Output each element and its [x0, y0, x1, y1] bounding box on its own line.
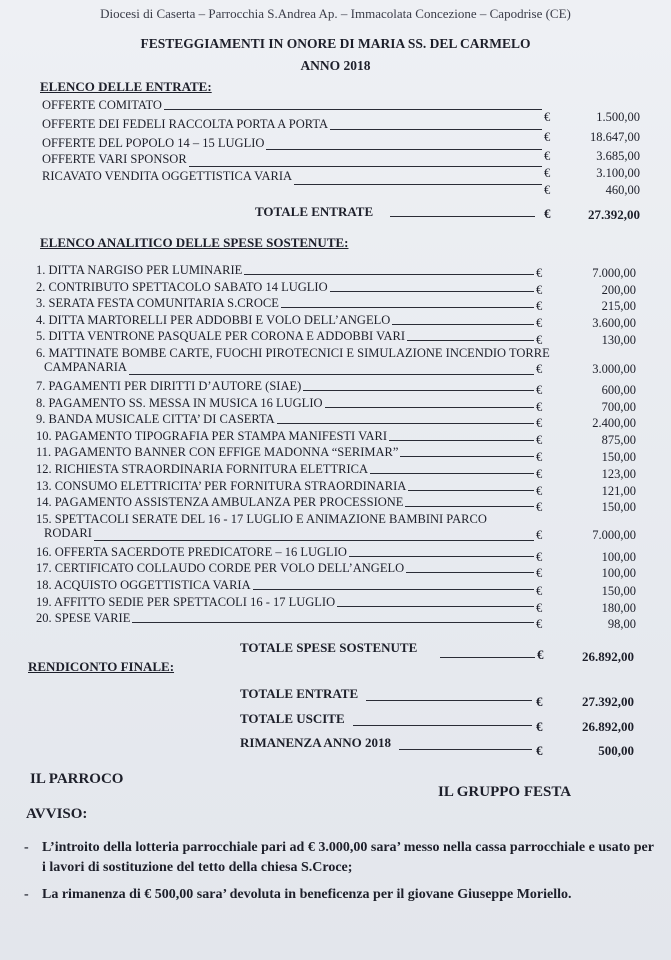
expenses-total-line [440, 657, 535, 658]
expense-row-currency: € [536, 282, 543, 297]
expense-row-label: 11. PAGAMENTO BANNER CON EFFIGE MADONNA “SERIMAR” [36, 445, 399, 460]
expense-row [36, 296, 636, 312]
expense-row [36, 329, 636, 348]
expense-row [36, 445, 636, 465]
final-row-leader-line [399, 749, 532, 750]
expense-row-amount: 130,00 [601, 333, 636, 348]
expense-row-amount: 3.600,00 [592, 315, 636, 330]
expense-row-label: 7. PAGAMENTI PER DIRITTI D’AUTORE (SIAE) [36, 379, 302, 393]
income-row-leader-line [189, 166, 542, 167]
income-total-currency: € [544, 206, 551, 221]
signature-parroco: IL PARROCO [30, 771, 124, 787]
expense-row-currency: € [536, 467, 543, 481]
income-row-label: OFFERTE DEI FEDELI RACCOLTA PORTA A PORTA [42, 117, 328, 131]
expense-row-currency: € [536, 362, 543, 376]
final-row-amount: 26.892,00 [582, 719, 634, 734]
income-row-label: OFFERTE VARI SPONSOR [42, 152, 187, 166]
expense-row-leader-line [281, 307, 534, 308]
expense-row-leader-line [406, 572, 534, 573]
expense-row [36, 313, 636, 329]
final-row-currency: € [536, 719, 543, 734]
final-row-label: TOTALE USCITE [240, 711, 345, 726]
expense-row-leader-line [94, 540, 534, 541]
expense-row-label: 16. OFFERTA SACERDOTE PREDICATORE – 16 LUGLIO [36, 544, 347, 559]
expense-row-amount: 121,00 [601, 483, 636, 498]
expense-row-currency: € [536, 549, 543, 564]
expense-row-leader-line [370, 473, 534, 474]
signature-gruppo-festa: IL GRUPPO FESTA [438, 784, 572, 800]
expense-row-amount: 150,00 [601, 584, 636, 598]
expense-row-currency: € [536, 527, 543, 542]
final-heading: RENDICONTO FINALE: [28, 659, 175, 674]
expense-row-leader-line [407, 340, 534, 341]
final-row-amount: 27.392,00 [582, 694, 634, 709]
expense-row-label: 2. CONTRIBUTO SPETTACOLO SABATO 14 LUGLIO [36, 279, 328, 294]
expense-row-label: 20. SPESE VARIE [36, 611, 131, 626]
income-row-currency: € [544, 183, 551, 197]
expense-row-leader-line [408, 490, 534, 491]
expense-row-leader-line [349, 556, 534, 557]
income-row-amount: 460,00 [605, 183, 640, 197]
expense-row-leader-line [400, 456, 534, 457]
income-row-label: OFFERTE COMITATO [42, 98, 162, 112]
expense-row [36, 346, 636, 378]
final-row [240, 711, 634, 734]
income-row-currency: € [544, 166, 551, 180]
expense-row-currency: € [536, 600, 543, 615]
income-row-amount: 3.100,00 [596, 166, 640, 180]
income-row [42, 169, 640, 197]
expense-row-leader-line [330, 291, 534, 292]
expense-row-amount: 875,00 [601, 432, 636, 447]
final-row-amount: 500,00 [598, 743, 634, 758]
expense-row-label: 14. PAGAMENTO ASSISTENZA AMBULANZA PER PROCESSIONE [36, 495, 404, 510]
income-row-currency: € [544, 149, 551, 163]
expense-row [36, 379, 636, 395]
income-row-leader-line [294, 184, 542, 185]
income-row-leader-line [266, 149, 542, 150]
expense-row-currency: € [536, 399, 543, 414]
expense-row-leader-line [405, 506, 534, 507]
expenses-total-currency: € [537, 647, 544, 662]
expense-row-label: 5. DITTA VENTRONE PASQUALE PER CORONA E ADDOBBI VARI [36, 329, 406, 344]
expense-row-label: 10. PAGAMENTO TIPOGRAFIA PER STAMPA MANIFESTI VARI [36, 428, 388, 443]
notice-bullet: - [24, 887, 29, 902]
expense-row [36, 561, 636, 581]
income-row-amount: 18.647,00 [590, 130, 640, 144]
expenses-total-amount: 26.892,00 [582, 649, 634, 664]
notice-item [24, 885, 654, 905]
expense-row-leader-line [132, 622, 534, 623]
income-total-line [390, 216, 535, 217]
expense-row-currency: € [536, 483, 543, 498]
expense-row-label: 13. CONSUMO ELETTRICITA’ PER FORNITURA STRAORDINARIA [36, 478, 407, 493]
expense-row-label: 12. RICHIESTA STRAORDINARIA FORNITURA ELETTRICA [36, 462, 368, 476]
expense-row-leader-line [277, 423, 534, 424]
expense-row-currency: € [536, 299, 543, 314]
document-year: ANNO 2018 [300, 58, 371, 73]
final-row [240, 735, 634, 758]
notice-text: L’introito della lotteria parrocchiale pari ad € 3.000,00 sara’ messo nella cassa parrocchiale e usato per i lavori di sostituzione del tetto della chiesa S.Croce; [42, 840, 654, 875]
expense-row-leader-line [325, 407, 534, 408]
expense-row-label-cont: RODARI [44, 525, 92, 540]
expense-row-currency: € [536, 584, 543, 598]
expense-row [36, 462, 636, 481]
final-row-currency: € [536, 743, 543, 758]
expense-row-label: 19. AFFITTO SEDIE PER SPETTACOLI 16 - 17 LUGLIO [36, 594, 336, 609]
expense-row-currency: € [536, 383, 543, 397]
expense-row-amount: 100,00 [601, 566, 636, 581]
expense-row [36, 594, 636, 615]
expense-row [36, 412, 636, 431]
expense-row [36, 578, 636, 598]
income-total-amount: 27.392,00 [588, 207, 640, 222]
income-row-leader-line [330, 129, 542, 130]
expense-row-amount: 7.000,00 [592, 266, 636, 280]
notice-item [24, 838, 654, 878]
expense-row-currency: € [536, 266, 543, 280]
income-heading: ELENCO DELLE ENTRATE: [40, 79, 212, 94]
expense-row-currency: € [536, 315, 543, 330]
expense-row-amount: 3.000,00 [592, 362, 636, 376]
final-row-leader-line [366, 700, 532, 701]
expense-row-label: 18. ACQUISTO OGGETTISTICA VARIA [36, 578, 251, 592]
expense-row-currency: € [536, 450, 543, 465]
expense-row-label: 8. PAGAMENTO SS. MESSA IN MUSICA 16 LUGLIO [36, 395, 323, 410]
expense-row-label: 9. BANDA MUSICALE CITTA’ DI CASERTA [36, 412, 275, 427]
expense-row-leader-line [129, 374, 534, 375]
expense-row-amount: 215,00 [601, 299, 636, 314]
expense-row [36, 495, 636, 515]
income-row-leader-line [164, 109, 542, 110]
expense-row-leader-line [303, 390, 534, 391]
expense-row [36, 280, 636, 296]
expense-row-amount: 700,00 [601, 399, 636, 414]
income-total-label: TOTALE ENTRATE [255, 204, 374, 219]
notice-text: La rimanenza di € 500,00 sara’ devoluta in beneficenza per il giovane Giuseppe Moriello. [42, 887, 572, 902]
income-row-amount: 1.500,00 [596, 110, 640, 124]
expense-row [36, 611, 636, 632]
expense-row-leader-line [253, 589, 534, 590]
expenses-heading: ELENCO ANALITICO DELLE SPESE SOSTENUTE: [40, 235, 349, 250]
expense-row-amount: 123,00 [601, 467, 636, 481]
expense-row [36, 263, 636, 279]
document-title: FESTEGGIAMENTI IN ONORE DI MARIA SS. DEL CARMELO [140, 36, 531, 51]
income-row-label: OFFERTE DEL POPOLO 14 – 15 LUGLIO [42, 136, 265, 150]
expense-row-label: 6. MATTINATE BOMBE CARTE, FUOCHI PIROTECNICI E SIMULAZIONE INCENDIO TORRE [36, 346, 550, 360]
expense-row-amount: 200,00 [601, 282, 636, 297]
expense-row [36, 512, 636, 544]
final-row-label: TOTALE ENTRATE [240, 686, 359, 701]
expense-row [36, 429, 636, 445]
expense-row-leader-line [337, 606, 534, 607]
income-row-currency: € [544, 110, 551, 124]
expense-row-amount: 600,00 [601, 383, 636, 397]
notice-bullet: - [24, 840, 29, 855]
expense-row [36, 478, 636, 498]
expense-row-label: 1. DITTA NARGISO PER LUMINARIE [36, 263, 243, 277]
expense-row [36, 544, 636, 564]
final-row-currency: € [536, 694, 543, 709]
expense-row-label: 17. CERTIFICATO COLLAUDO CORDE PER VOLO DELL’ANGELO [36, 561, 405, 576]
expense-row-label: 3. SERATA FESTA COMUNITARIA S.CROCE [36, 296, 279, 311]
expense-row-amount: 2.400,00 [592, 416, 636, 431]
final-row-leader-line [353, 725, 532, 726]
expense-row-currency: € [536, 566, 543, 581]
notice-heading: AVVISO: [26, 806, 88, 822]
expense-row-currency: € [536, 333, 543, 348]
expense-row-amount: 7.000,00 [592, 527, 636, 542]
expense-row-currency: € [536, 416, 543, 431]
income-row-amount: 3.685,00 [596, 149, 640, 163]
expense-row-leader-line [392, 324, 534, 325]
expense-row-amount: 98,00 [607, 617, 636, 632]
expense-row [36, 396, 636, 412]
final-row-label: RIMANENZA ANNO 2018 [240, 735, 391, 750]
expense-row-label: 15. SPETTACOLI SERATE DEL 16 - 17 LUGLIO E ANIMAZIONE BAMBINI PARCO [36, 511, 487, 526]
final-row [240, 686, 634, 709]
expenses-total-label: TOTALE SPESE SOSTENUTE [240, 640, 418, 655]
income-row-currency: € [544, 130, 551, 144]
expense-row-amount: 150,00 [601, 500, 636, 515]
expense-row-amount: 150,00 [601, 450, 636, 465]
expense-row-currency: € [536, 617, 543, 632]
expense-row-leader-line [389, 440, 534, 441]
expense-row-amount: 100,00 [601, 549, 636, 564]
expense-row-currency: € [536, 500, 543, 515]
expense-row-amount: 180,00 [601, 600, 636, 615]
expense-row-label: 4. DITTA MARTORELLI PER ADDOBBI E VOLO DELL’ANGELO [36, 312, 391, 327]
diocese-line: Diocesi di Caserta – Parrocchia S.Andrea Ap. – Immacolata Concezione – Capodrise (CE) [100, 6, 571, 21]
expense-row-currency: € [536, 432, 543, 447]
expense-row-leader-line [244, 274, 534, 275]
expense-row-label-cont: CAMPANARIA [44, 360, 127, 374]
income-row-label: RICAVATO VENDITA OGGETTISTICA VARIA [42, 169, 293, 183]
